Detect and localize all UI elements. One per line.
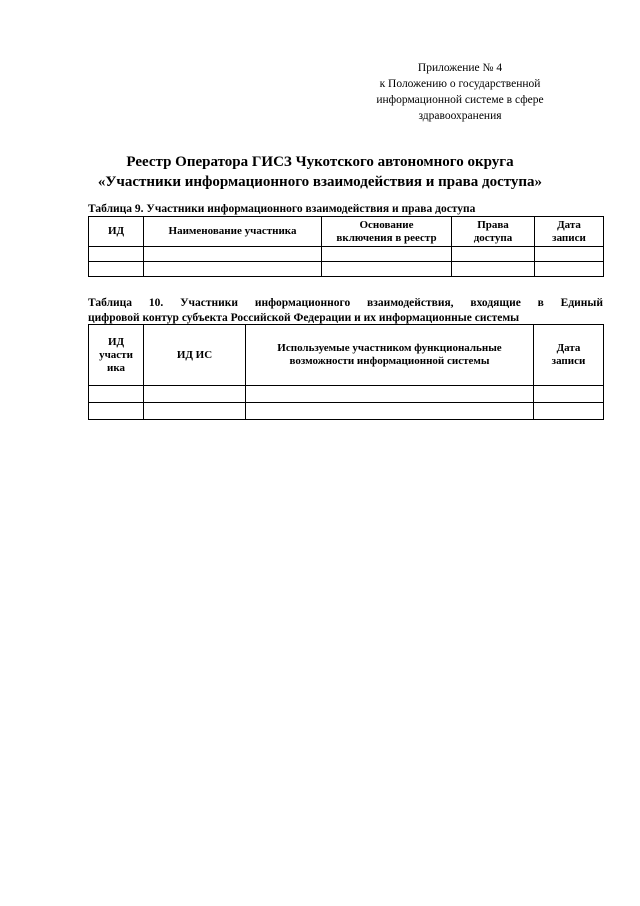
table-cell[interactable] bbox=[452, 262, 535, 277]
annex-line: Приложение № 4 bbox=[417, 62, 503, 74]
header-id: ИД bbox=[89, 217, 144, 247]
header-participant-id: ИД участи ика bbox=[89, 325, 144, 386]
table-cell[interactable] bbox=[89, 247, 144, 262]
header-functional-capabilities: Используемые участником функциональные возможности информационной системы bbox=[246, 325, 534, 386]
title-line-1: Реестр Оператора ГИСЗ Чукотского автономного округа bbox=[126, 154, 514, 170]
document-title bbox=[60, 152, 580, 192]
header-inclusion-basis: Основание включения в реестр bbox=[322, 217, 452, 247]
table-cell[interactable] bbox=[535, 247, 604, 262]
annex-line: здравоохранения bbox=[418, 110, 502, 122]
header-access-rights: Права доступа bbox=[452, 217, 535, 247]
annex-line: информационной системе в сфере bbox=[376, 94, 544, 106]
table-cell[interactable] bbox=[535, 262, 604, 277]
table-cell[interactable] bbox=[534, 386, 604, 403]
table-10 bbox=[88, 324, 604, 420]
table-cell[interactable] bbox=[89, 403, 144, 420]
table-cell[interactable] bbox=[322, 247, 452, 262]
table-cell[interactable] bbox=[144, 262, 322, 277]
table-10-caption bbox=[88, 296, 603, 326]
table-cell[interactable] bbox=[89, 386, 144, 403]
header-participant-name: Наименование участника bbox=[144, 217, 322, 247]
table-cell[interactable] bbox=[89, 262, 144, 277]
header-record-date: Дата записи bbox=[535, 217, 604, 247]
table-cell[interactable] bbox=[144, 247, 322, 262]
table-row bbox=[89, 247, 604, 262]
table-10-caption-line-2: цифровой контур субъекта Российской Федерации и их информационные системы bbox=[88, 312, 520, 324]
header-record-date: Дата записи bbox=[534, 325, 604, 386]
title-line-2: «Участники информационного взаимодействия и права доступа» bbox=[97, 174, 543, 190]
table-cell[interactable] bbox=[144, 386, 246, 403]
table-10-caption-line-1: Таблица 10. Участники информационного взаимодействия, входящие в Единый bbox=[88, 297, 603, 309]
annex-line: к Положению о государственной bbox=[379, 78, 541, 90]
table-9-caption: Таблица 9. Участники информационного взаимодействия и права доступа bbox=[88, 203, 476, 215]
table-cell[interactable] bbox=[322, 262, 452, 277]
table-row bbox=[89, 403, 604, 420]
table-cell[interactable] bbox=[246, 403, 534, 420]
table-9 bbox=[88, 216, 604, 277]
table-row bbox=[89, 262, 604, 277]
table-row bbox=[89, 386, 604, 403]
table-cell[interactable] bbox=[144, 403, 246, 420]
annex-reference bbox=[360, 60, 560, 124]
header-is-id: ИД ИС bbox=[144, 325, 246, 386]
table-header-row bbox=[89, 217, 604, 247]
table-cell[interactable] bbox=[534, 403, 604, 420]
table-header-row bbox=[89, 325, 604, 386]
table-cell[interactable] bbox=[246, 386, 534, 403]
table-cell[interactable] bbox=[452, 247, 535, 262]
